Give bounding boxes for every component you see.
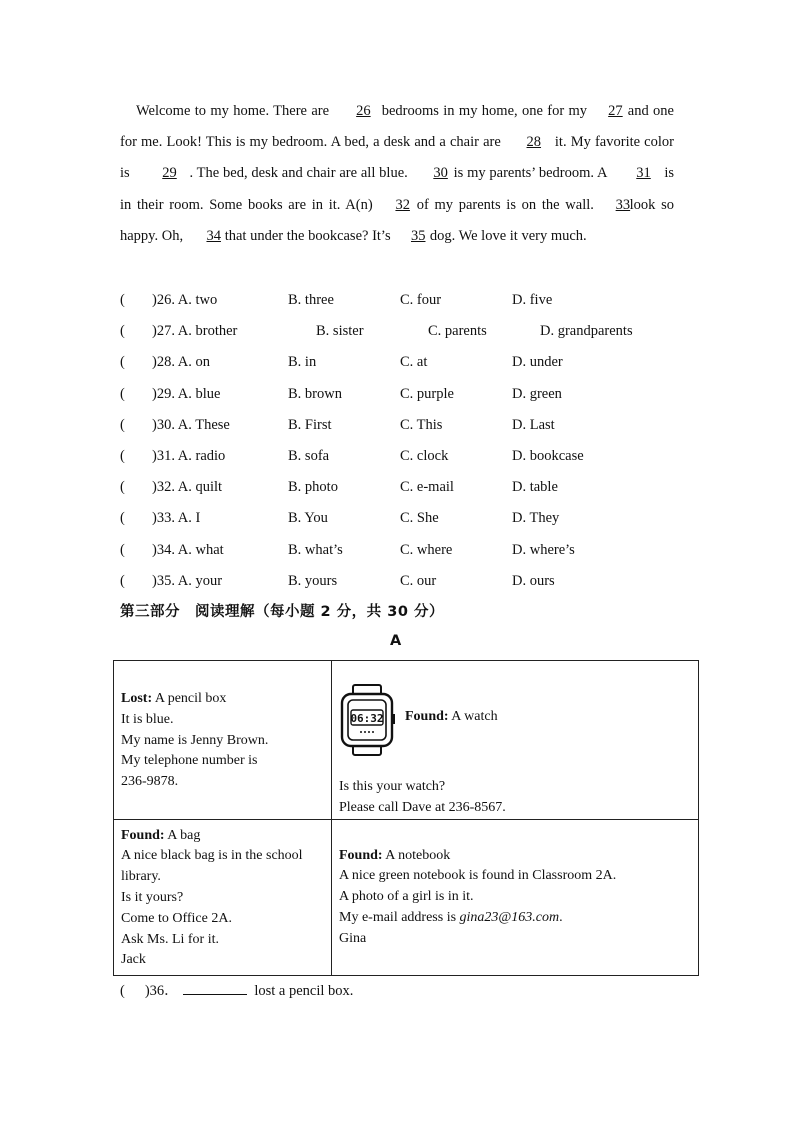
blank-28: 28 (526, 134, 542, 151)
question-option-d: D. five (512, 292, 553, 308)
question-option-c: C. four (400, 292, 442, 308)
notice-line: Please call Dave at 236-8567. (339, 799, 506, 815)
notice-line: My name is Jenny Brown. (121, 732, 269, 748)
question-option-b: B. in (288, 354, 317, 371)
notice-signature: Gina (339, 930, 367, 946)
passage-text: it. My favorite color is (120, 134, 674, 182)
blank-31: 31 (636, 165, 651, 182)
question-list (120, 285, 720, 597)
notice-signature: Jack (121, 952, 146, 968)
notice-found-bag (114, 819, 332, 975)
question-option-d: D. bookcase (512, 447, 584, 464)
notice-item: A bag (164, 827, 201, 843)
question-option-c: C. clock (400, 447, 449, 464)
question-option-a: )30. A. These (152, 416, 230, 433)
passage-text: dog. We love it very much. (426, 227, 587, 244)
notice-line: My telephone number is (121, 753, 258, 769)
question-option-c: C. where (400, 541, 453, 558)
notice-label: Found: (121, 827, 165, 843)
passage-text: and one for me. Look! This is my bedroom. A bed, a desk and a chair are (120, 103, 674, 151)
notice-line: Come to Office 2A. (121, 910, 232, 926)
blank-27: 27 (608, 103, 623, 119)
question-option-a: )29. A. blue (152, 385, 221, 402)
passage-text: of my parents is on the wall. (416, 196, 600, 213)
question-option-c: C. parents (428, 323, 487, 340)
question-option-a: )28. A. on (152, 354, 210, 371)
notice-line: 236-9878. (121, 774, 179, 790)
section-title: 第三部分 阅读理解（每小题 2 分，共 30 分） (120, 604, 444, 620)
question-option-d: D. green (512, 385, 562, 402)
question-text: lost a pencil box. (250, 983, 354, 999)
question-option-b: B. three (288, 292, 334, 308)
passage-text: bedrooms in my home, one for my (377, 103, 592, 119)
blank-30: 30 (433, 165, 448, 182)
notice-line: My e-mail address is (339, 909, 460, 925)
answer-paren[interactable]: ( (120, 541, 125, 558)
question-option-d: D. grandparents (540, 323, 633, 340)
notice-line: Is this your watch? (339, 779, 446, 794)
question-option-b: B. brown (288, 385, 342, 402)
question-option-d: D. They (512, 510, 560, 527)
question-36 (120, 980, 353, 1002)
question-option-c: C. e-mail (400, 479, 454, 496)
blank-32: 32 (395, 196, 410, 213)
question-32 (120, 472, 720, 503)
question-option-a: )33. A. I (152, 510, 201, 527)
email-address[interactable]: gina23@163.com (459, 909, 560, 925)
notice-line: Ask Ms. Li for it. (121, 931, 219, 947)
notice-label: Lost: (121, 691, 153, 706)
question-option-c: C. This (400, 416, 443, 433)
question-34 (120, 535, 720, 566)
passage-text: look so happy. Oh, (120, 196, 675, 244)
answer-paren[interactable]: ( (120, 983, 125, 999)
cloze-paragraph (120, 96, 674, 252)
answer-blank[interactable] (183, 980, 247, 995)
notice-line: Is it yours? (121, 889, 184, 905)
passage-text: Welcome to my home. There are (136, 103, 334, 119)
answer-paren[interactable]: ( (120, 572, 125, 589)
answer-paren[interactable]: ( (120, 385, 125, 402)
question-option-b: B. You (288, 510, 328, 527)
question-option-d: D. table (512, 479, 558, 496)
question-option-d: D. Last (512, 416, 555, 433)
question-31 (120, 441, 720, 472)
notice-line: It is blue. (121, 711, 174, 727)
question-option-b: B. sofa (288, 447, 330, 464)
question-option-a: )32. A. quilt (152, 479, 223, 496)
question-option-c: C. She (400, 510, 439, 527)
answer-paren[interactable]: ( (120, 416, 125, 433)
passage-text: that under the bookcase? It’s (224, 227, 395, 244)
passage-text: is my parents’ bedroom. A (453, 165, 611, 182)
question-30 (120, 410, 720, 441)
question-28 (120, 347, 720, 378)
blank-29: 29 (162, 165, 177, 182)
cloze-passage (120, 96, 674, 252)
question-35 (120, 566, 720, 597)
part-label: A (390, 633, 402, 649)
blank-26: 26 (356, 103, 371, 119)
notice-line: A nice green notebook is found in Classroom 2A. (339, 868, 617, 884)
answer-paren[interactable]: ( (120, 447, 125, 464)
watch-time: 06:32 (350, 712, 384, 725)
question-27 (120, 316, 720, 347)
question-option-a: )31. A. radio (152, 447, 226, 464)
answer-paren[interactable]: ( (120, 292, 125, 308)
punctuation: . (559, 909, 563, 925)
notice-item: A pencil box (152, 691, 227, 706)
answer-paren[interactable]: ( (120, 479, 125, 496)
question-option-d: D. ours (512, 572, 555, 589)
question-option-b: B. photo (288, 479, 338, 496)
question-26 (120, 285, 720, 316)
question-29 (120, 379, 720, 410)
blank-35: 35 (410, 227, 426, 244)
question-option-b: B. sister (316, 323, 364, 340)
question-option-c: C. our (400, 572, 437, 589)
blank-34: 34 (206, 227, 221, 244)
notice-found-watch (332, 661, 699, 820)
passage-text: is in their room. Some books are in it. A(n) (120, 165, 675, 213)
notice-label: Found: (405, 708, 449, 724)
answer-paren[interactable]: ( (120, 354, 125, 371)
watch-icon (339, 684, 395, 756)
notice-line: A photo of a girl is in it. (339, 889, 474, 905)
question-option-a: )27. A. brother (152, 323, 238, 340)
notice-line: A nice black bag is in the school (121, 848, 303, 864)
question-option-b: B. yours (288, 572, 338, 589)
question-option-b: B. what’s (288, 541, 343, 558)
question-option-b: B. First (288, 416, 332, 433)
question-33 (120, 503, 720, 534)
question-option-a: )35. A. your (152, 572, 223, 589)
question-option-c: C. at (400, 354, 428, 371)
notice-item: A watch (448, 708, 498, 724)
notice-found-notebook (332, 819, 699, 975)
notice-item: A notebook (382, 847, 451, 863)
question-option-a: )26. A. two (152, 292, 218, 308)
question-number: )36． (144, 983, 179, 999)
passage-text: . The bed, desk and chair are all blue. (189, 165, 412, 182)
question-option-d: D. where’s (512, 541, 575, 558)
question-option-d: D. under (512, 354, 563, 371)
notice-line: library. (121, 869, 161, 885)
question-option-a: )34. A. what (152, 541, 224, 558)
notice-table (113, 660, 699, 976)
question-option-c: C. purple (400, 385, 454, 402)
blank-33: 33 (615, 196, 631, 213)
answer-paren[interactable]: ( (120, 323, 125, 340)
notice-label: Found: (339, 847, 383, 863)
notice-lost-pencil-box (114, 661, 332, 820)
answer-paren[interactable]: ( (120, 510, 125, 527)
